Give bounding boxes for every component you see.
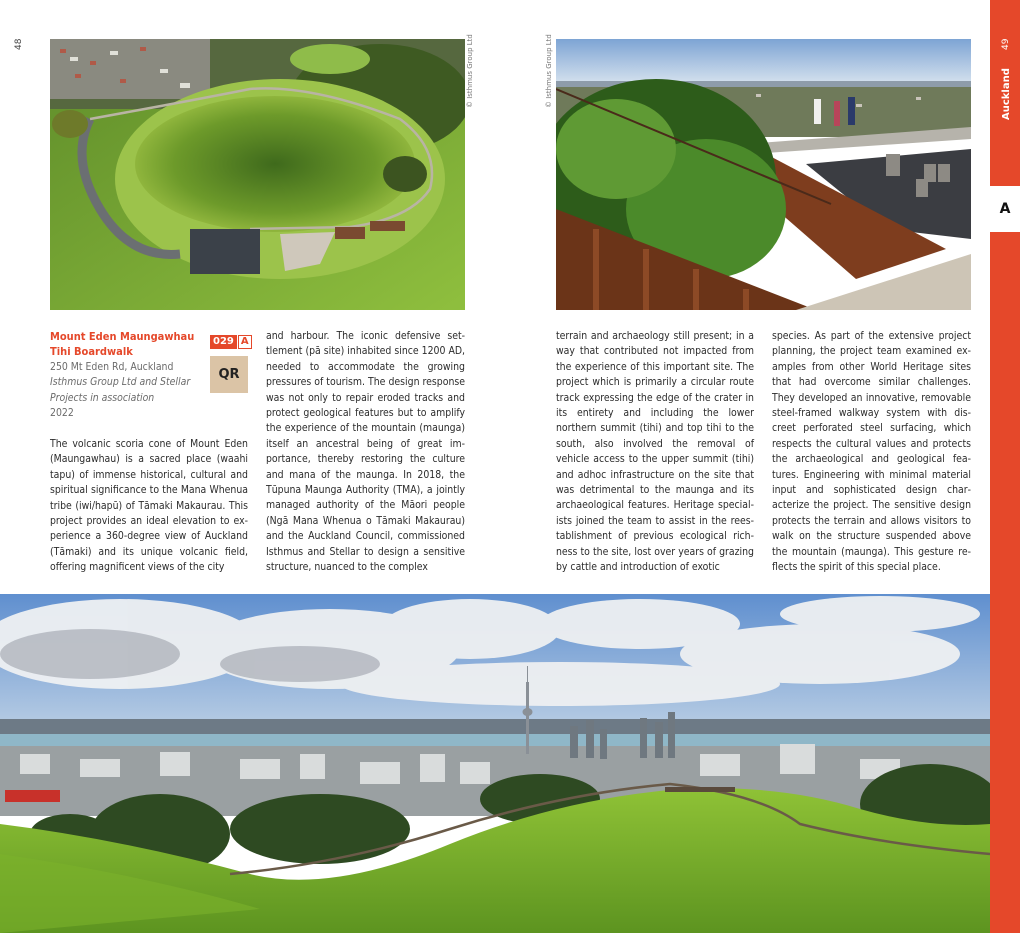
page-number-right: 49 bbox=[1001, 38, 1011, 50]
body-text-col1: The volcanic scoria cone of Mount Eden (Maungawhau) is a sacred place (waahi tapu) of immense historical, cultural and spiritual significance to the Mana Whenua tribe (iwi/hapū) of Tāmaki Makaurau. This project provides an ideal elevation to experience a 360-degree view of Auckland (Tāmaki) and its unique volcanic field, offering magnificent views of the city bbox=[50, 438, 248, 574]
section-label: Auckland bbox=[1001, 68, 1012, 120]
photo-aerial-crater bbox=[50, 39, 465, 310]
body-column-2 bbox=[266, 329, 465, 576]
project-year: 2022 bbox=[50, 407, 74, 420]
qr-code-button[interactable]: QR bbox=[210, 356, 248, 393]
project-architects-line2: Projects in association bbox=[50, 391, 155, 404]
project-badge bbox=[210, 329, 248, 393]
section-letter-tab[interactable]: A bbox=[990, 186, 1020, 232]
body-column-4 bbox=[772, 329, 971, 576]
project-info bbox=[50, 329, 210, 421]
body-column-3 bbox=[556, 329, 754, 576]
body-text-col3: terrain and archaeology still present; in a way that contributed not impacted from the experience of this important site. The project which is primarily a circular route track expressing the edge of the crater in its entirety and including the lower northern summit (tihi) and top tihi to the south, also involved the removal of vehicle access to the upper summit (tihi) and adhoc infrastructure on the site that was detrimental to the maunga and its archaeological features. Heritage specialists joined the team to assist in the reestablishment of previous ecological richness to the site, lost over years of grazing by cattle and introduction of exotic bbox=[556, 330, 754, 574]
page-number-left: 48 bbox=[14, 38, 24, 50]
body-text-col4: species. As part of the extensive project planning, the project team examined examples from other World Heritage sites that had overcome similar challenges. They developed an innovative, removable steel-framed walkway system with discreet perforated steel surfacing, which respects the cultural values and protects the archaeological and geological features. Engineering with minimal material input and sophisticated design characterize the project. The sensitive design protects the terrain and allows visitors to walk on the structure suspended above the mountain (maunga). This gesture reflects the spirit of this special place. bbox=[772, 330, 971, 574]
body-column-1 bbox=[50, 437, 248, 576]
project-number-badge: 029 bbox=[210, 335, 237, 349]
photo-credit-left: © Isthmus Group Ltd bbox=[466, 34, 474, 108]
project-letter-badge: A bbox=[238, 335, 252, 349]
project-title-line2: Tihi Boardwalk bbox=[50, 345, 133, 359]
project-address: 250 Mt Eden Rd, Auckland bbox=[50, 360, 174, 373]
body-text-col2: and harbour. The iconic defensive settlement (pā site) inhabited since 1200 AD, needed to accommodate the growing pressures of tourism. The design response was not only to repair eroded tracks and protect geological features but to amplify the experience of the mountain (maunga) itself an ancestral being of great importance, thereby restoring the culture and mana of the maunga. In 2018, the Tūpuna Maunga Authority (TMA), a jointly managed authority of the Māori people (Ngā Mana Whenua o Tāmaki Makaurau) and the Auckland Council, commissioned Isthmus and Stellar to design a sensitive structure, nuanced to the complex bbox=[266, 330, 465, 574]
project-title-line1: Mount Eden Maungawhau bbox=[50, 330, 195, 343]
photo-credit-right: © Isthmus Group Ltd bbox=[545, 34, 553, 108]
section-side-tab bbox=[990, 0, 1020, 933]
photo-city-panorama bbox=[0, 594, 990, 933]
photo-boardwalk-platform bbox=[556, 39, 971, 310]
project-architects-line1: Isthmus Group Ltd and Stellar bbox=[50, 376, 191, 389]
